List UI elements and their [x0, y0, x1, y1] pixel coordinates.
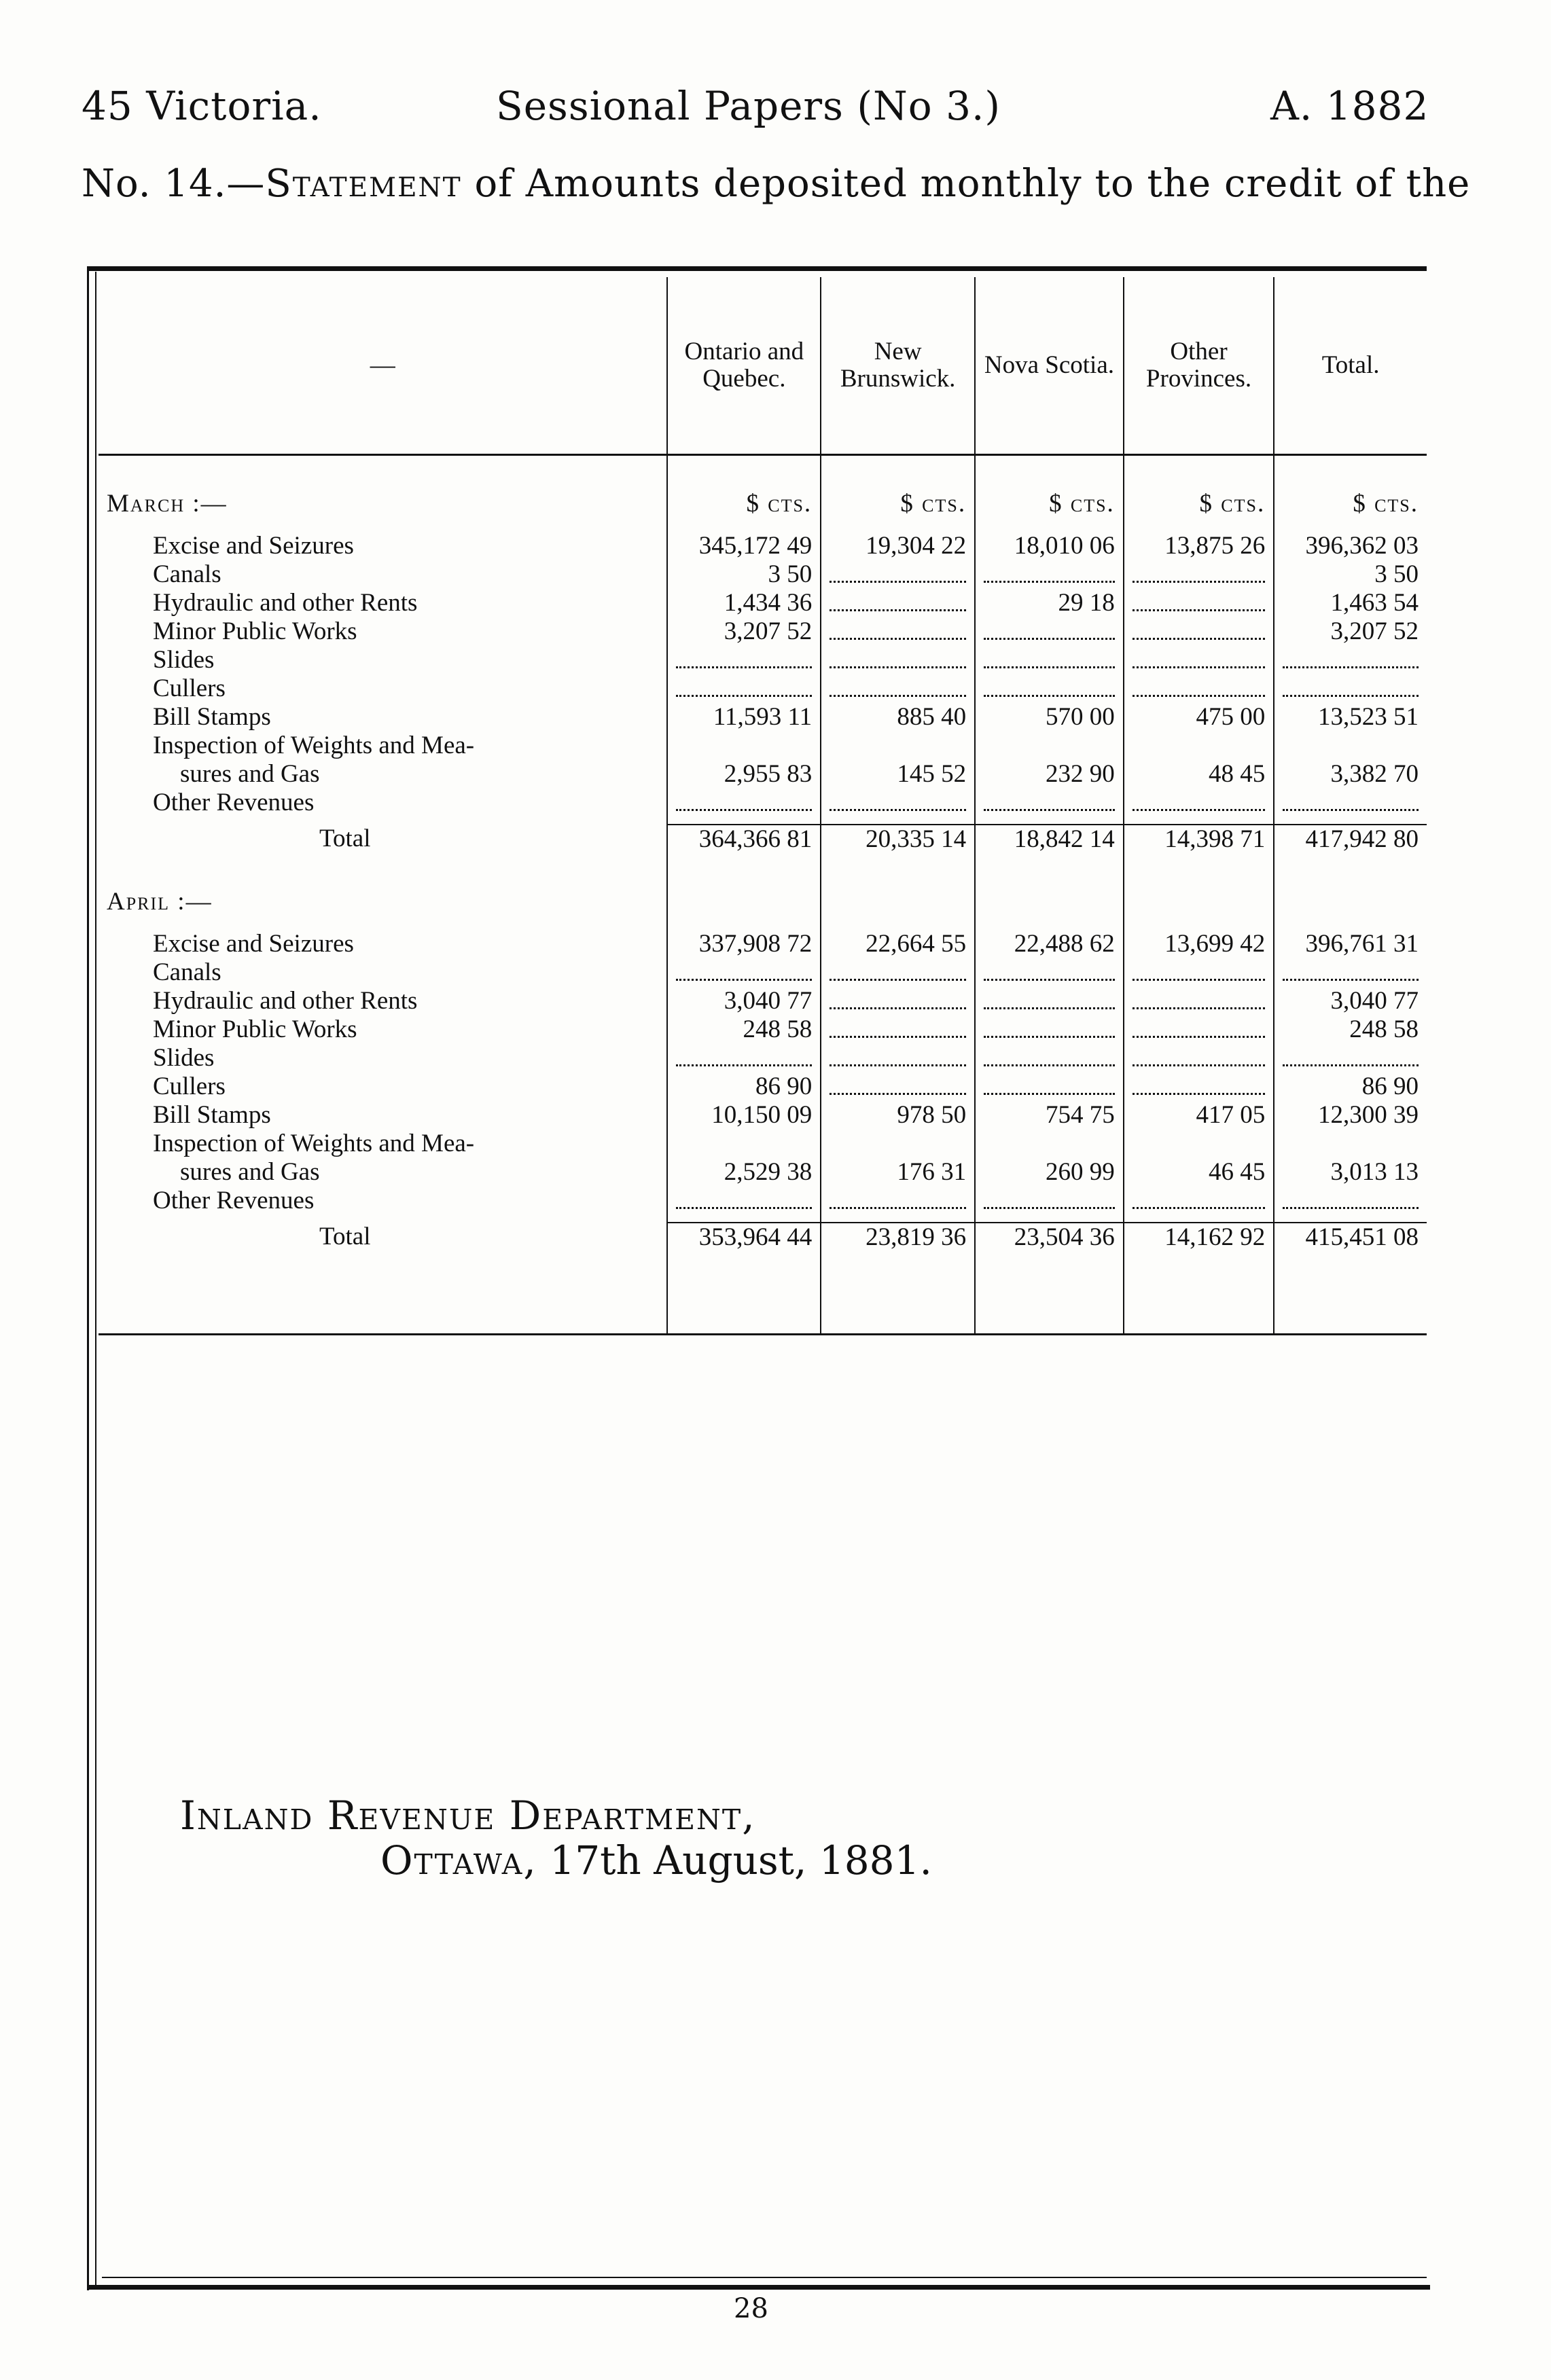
- spacer-cell: [975, 817, 1124, 825]
- month-label: March :—: [107, 490, 228, 518]
- table-row: [99, 674, 1427, 703]
- department-signature: [180, 1793, 932, 1883]
- value-cell: 13,523 51: [1274, 703, 1427, 732]
- month-label: April :—: [107, 888, 213, 916]
- spacer-cell: [975, 916, 1124, 930]
- value-cell: [1124, 674, 1274, 703]
- value-cell: [1124, 1044, 1274, 1072]
- deposit-table: [99, 277, 1427, 1335]
- spacer-cell: [667, 1215, 821, 1223]
- spacer-cell: [99, 916, 667, 930]
- value-cell: [975, 1015, 1124, 1044]
- value-cell: 248 58: [667, 1015, 821, 1044]
- spacer-cell: [99, 455, 667, 490]
- table-row: [99, 1015, 1427, 1044]
- row-label: [99, 789, 667, 817]
- row-label-text: Cullers: [153, 674, 226, 702]
- spacer-row: [99, 817, 1427, 825]
- header-right: A. 1882: [1270, 83, 1429, 129]
- value-cell: [1274, 958, 1427, 987]
- value-cell: [821, 1072, 975, 1101]
- value-cell: [975, 617, 1124, 646]
- value-cell: 3,207 52: [667, 617, 821, 646]
- total-value: 353,964 44: [667, 1223, 821, 1252]
- value-cell: 10,150 09: [667, 1101, 821, 1130]
- value-cell: 18,010 06: [975, 532, 1124, 560]
- value-cell: 978 50: [821, 1101, 975, 1130]
- value-cell: 570 00: [975, 703, 1124, 732]
- spacer-cell: [1274, 817, 1427, 825]
- title-number: No. 14.—: [82, 162, 266, 206]
- spacer-cell: [1124, 455, 1274, 490]
- spacer-cell: [821, 817, 975, 825]
- value-cell: [667, 646, 821, 674]
- value-cell: [975, 1187, 1124, 1215]
- page-number: 28: [734, 2293, 768, 2324]
- value-cell: 754 75: [975, 1101, 1124, 1130]
- value-cell: [1124, 560, 1274, 589]
- row-label-text-cont: sures and Gas: [180, 760, 320, 788]
- value-cell: [667, 1044, 821, 1072]
- value-cell: [821, 589, 975, 617]
- spacer-cell: [1274, 916, 1427, 930]
- end-cell: [821, 1252, 975, 1335]
- spacer-cell: [821, 1215, 975, 1223]
- table-row: [99, 703, 1427, 732]
- value-cell: [821, 560, 975, 589]
- value-cell: [975, 987, 1124, 1015]
- value-cell: [1274, 1044, 1427, 1072]
- table-row: [99, 1101, 1427, 1130]
- value-cell: 176 31: [821, 1130, 975, 1187]
- end-rule-row: [99, 1252, 1427, 1335]
- value-cell: [1124, 1187, 1274, 1215]
- header-center: Sessional Papers (No 3.): [496, 83, 1001, 129]
- end-cell: [99, 1252, 667, 1335]
- row-label-text: Hydraulic and other Rents: [153, 987, 418, 1015]
- value-cell: [667, 958, 821, 987]
- spacer-cell: [667, 518, 821, 532]
- row-label-text: Excise and Seizures: [153, 532, 354, 560]
- spacer-cell: [667, 817, 821, 825]
- total-value: 417,942 80: [1274, 825, 1427, 854]
- table-row: [99, 1187, 1427, 1215]
- value-cell: 86 90: [1274, 1072, 1427, 1101]
- value-cell: [1124, 646, 1274, 674]
- value-cell: [975, 1072, 1124, 1101]
- total-value: 23,504 36: [975, 1223, 1124, 1252]
- value-cell: [1124, 1015, 1274, 1044]
- value-cell: 1,463 54: [1274, 589, 1427, 617]
- value-cell: 46 45: [1124, 1130, 1274, 1187]
- value-cell: 48 45: [1124, 732, 1274, 789]
- row-label: [99, 1044, 667, 1072]
- value-cell: [821, 1015, 975, 1044]
- header-other-provinces: Other Provinces.: [1124, 277, 1274, 455]
- footer-department: Inland Revenue Department,: [180, 1792, 756, 1839]
- month-row: [99, 888, 1427, 916]
- total-value: 415,451 08: [1274, 1223, 1427, 1252]
- value-cell: 345,172 49: [667, 532, 821, 560]
- value-cell: 11,593 11: [667, 703, 821, 732]
- value-cell: [667, 1187, 821, 1215]
- table-row: [99, 560, 1427, 589]
- value-cell: 1,434 36: [667, 589, 821, 617]
- value-cell: 337,908 72: [667, 930, 821, 958]
- spacer-cell: [1124, 916, 1274, 930]
- row-label-text: Cullers: [153, 1072, 226, 1100]
- month-row: [99, 490, 1427, 518]
- value-cell: 2,529 38: [667, 1130, 821, 1187]
- row-label: [99, 1015, 667, 1044]
- frame-bottom-rule: [88, 2285, 1430, 2290]
- row-label-text: Canals: [153, 560, 221, 588]
- frame-left-inner-rule: [95, 272, 96, 2288]
- value-cell: [1274, 674, 1427, 703]
- table-row: [99, 646, 1427, 674]
- spacer-cell: [1124, 817, 1274, 825]
- row-label: [99, 1072, 667, 1101]
- value-cell: 29 18: [975, 589, 1124, 617]
- value-cell: 3,040 77: [667, 987, 821, 1015]
- spacer-cell: [821, 518, 975, 532]
- spacer-cell: [975, 455, 1124, 490]
- row-label-text: Hydraulic and other Rents: [153, 589, 418, 617]
- value-cell: [975, 560, 1124, 589]
- spacer-cell: [667, 455, 821, 490]
- value-cell: 475 00: [1124, 703, 1274, 732]
- spacer-cell: [1124, 518, 1274, 532]
- header-total: Total.: [1274, 277, 1427, 455]
- row-label-text: Inspection of Weights and Mea-: [153, 732, 475, 759]
- total-value: 23,819 36: [821, 1223, 975, 1252]
- total-row: [99, 1223, 1427, 1252]
- value-cell: 248 58: [1274, 1015, 1427, 1044]
- spacer-cell: [821, 854, 975, 888]
- value-cell: [821, 1187, 975, 1215]
- spacer-cell: [975, 1215, 1124, 1223]
- table-row: [99, 732, 1427, 789]
- spacer-cell: [975, 518, 1124, 532]
- table-row: [99, 617, 1427, 646]
- row-label-text: Excise and Seizures: [153, 930, 354, 958]
- value-cell: 417 05: [1124, 1101, 1274, 1130]
- spacer-row: [99, 916, 1427, 930]
- spacer-cell: [99, 1215, 667, 1223]
- table-row: [99, 532, 1427, 560]
- row-label: [99, 703, 667, 732]
- total-value: 364,366 81: [667, 825, 821, 854]
- value-cell: 3,207 52: [1274, 617, 1427, 646]
- spacer-cell: [1124, 854, 1274, 888]
- value-cell: 396,761 31: [1274, 930, 1427, 958]
- value-cell: 22,664 55: [821, 930, 975, 958]
- value-cell: [1274, 646, 1427, 674]
- unit-label: $ cts.: [1274, 490, 1427, 518]
- row-label-text: Bill Stamps: [153, 1101, 271, 1129]
- table-row: [99, 789, 1427, 817]
- value-cell: [1124, 617, 1274, 646]
- value-cell: 3,013 13: [1274, 1130, 1427, 1187]
- value-cell: [667, 674, 821, 703]
- end-cell: [1124, 1252, 1274, 1335]
- table-body: [99, 455, 1427, 1335]
- frame-bottom-inner-rule: [102, 2277, 1427, 2278]
- footer-place-date: [180, 1838, 932, 1883]
- row-label-text: Other Revenues: [153, 789, 315, 816]
- header-blank: —: [99, 277, 667, 455]
- value-cell: 22,488 62: [975, 930, 1124, 958]
- unit-label: [1124, 888, 1274, 916]
- spacer-cell: [99, 854, 667, 888]
- unit-label: [667, 888, 821, 916]
- value-cell: 3 50: [667, 560, 821, 589]
- value-cell: [821, 987, 975, 1015]
- value-cell: [821, 646, 975, 674]
- value-cell: [975, 789, 1124, 817]
- unit-label: [1274, 888, 1427, 916]
- value-cell: 396,362 03: [1274, 532, 1427, 560]
- total-value: 14,162 92: [1124, 1223, 1274, 1252]
- table-header-row: [99, 277, 1427, 455]
- statement-title: [82, 162, 1470, 206]
- value-cell: 3,040 77: [1274, 987, 1427, 1015]
- value-cell: [1124, 987, 1274, 1015]
- value-cell: [1124, 1072, 1274, 1101]
- frame-left-rule: [87, 266, 89, 2290]
- value-cell: 3 50: [1274, 560, 1427, 589]
- row-label: [99, 930, 667, 958]
- unit-label: $ cts.: [975, 490, 1124, 518]
- row-label: [99, 617, 667, 646]
- row-label: [99, 1130, 667, 1187]
- spacer-cell: [1274, 518, 1427, 532]
- title-lead: Statement: [265, 162, 462, 206]
- total-label: Total: [319, 825, 371, 852]
- value-cell: [1124, 789, 1274, 817]
- spacer-cell: [99, 817, 667, 825]
- row-label-text: Canals: [153, 958, 221, 986]
- end-cell: [975, 1252, 1124, 1335]
- row-label-text: Other Revenues: [153, 1187, 315, 1214]
- header-new-brunswick: New Brunswick.: [821, 277, 975, 455]
- total-label: Total: [319, 1223, 371, 1250]
- row-label: [99, 560, 667, 589]
- row-label-text: Slides: [153, 1044, 215, 1072]
- value-cell: [821, 1044, 975, 1072]
- total-value: 14,398 71: [1124, 825, 1274, 854]
- value-cell: 885 40: [821, 703, 975, 732]
- unit-label: $ cts.: [821, 490, 975, 518]
- row-label-text: Inspection of Weights and Mea-: [153, 1130, 475, 1157]
- row-label: [99, 732, 667, 789]
- row-label-text: Minor Public Works: [153, 617, 357, 645]
- value-cell: [1124, 958, 1274, 987]
- spacer-cell: [667, 854, 821, 888]
- value-cell: [975, 674, 1124, 703]
- header-ontario-quebec: Ontario and Quebec.: [667, 277, 821, 455]
- unit-label: $ cts.: [667, 490, 821, 518]
- frame-top-rule: [88, 266, 1427, 271]
- row-label: [99, 958, 667, 987]
- value-cell: 3,382 70: [1274, 732, 1427, 789]
- table-row: [99, 930, 1427, 958]
- row-label-text-cont: sures and Gas: [180, 1158, 320, 1186]
- spacer-cell: [1124, 1215, 1274, 1223]
- total-value: 20,335 14: [821, 825, 975, 854]
- unit-label: $ cts.: [1124, 490, 1274, 518]
- header-left: 45 Victoria.: [82, 83, 322, 129]
- value-cell: 232 90: [975, 732, 1124, 789]
- spacer-cell: [1274, 854, 1427, 888]
- unit-label: [975, 888, 1124, 916]
- row-label: [99, 532, 667, 560]
- row-label: [99, 987, 667, 1015]
- total-row: [99, 825, 1427, 854]
- value-cell: [975, 1044, 1124, 1072]
- title-rest: of Amounts deposited monthly to the credit of the: [461, 162, 1471, 206]
- spacer-cell: [667, 916, 821, 930]
- value-cell: [821, 617, 975, 646]
- value-cell: [1124, 589, 1274, 617]
- value-cell: 2,955 83: [667, 732, 821, 789]
- value-cell: 13,875 26: [1124, 532, 1274, 560]
- spacer-cell: [975, 854, 1124, 888]
- value-cell: [975, 958, 1124, 987]
- table-row: [99, 987, 1427, 1015]
- header-nova-scotia: Nova Scotia.: [975, 277, 1124, 455]
- row-label: [99, 646, 667, 674]
- row-label-text: Bill Stamps: [153, 703, 271, 731]
- spacer-cell: [99, 518, 667, 532]
- spacer-cell: [821, 916, 975, 930]
- total-value: 18,842 14: [975, 825, 1124, 854]
- value-cell: 19,304 22: [821, 532, 975, 560]
- value-cell: [1274, 789, 1427, 817]
- spacer-row: [99, 518, 1427, 532]
- value-cell: [821, 789, 975, 817]
- row-label-text: Minor Public Works: [153, 1015, 357, 1043]
- spacer-row: [99, 1215, 1427, 1223]
- table-row: [99, 1044, 1427, 1072]
- end-cell: [667, 1252, 821, 1335]
- row-label: [99, 589, 667, 617]
- table-row: [99, 1130, 1427, 1187]
- footer-date: 17th August, 1881.: [537, 1837, 932, 1883]
- spacer-row: [99, 455, 1427, 490]
- value-cell: [975, 646, 1124, 674]
- row-label-text: Slides: [153, 646, 215, 674]
- end-cell: [1274, 1252, 1427, 1335]
- row-label: [99, 1187, 667, 1215]
- value-cell: 260 99: [975, 1130, 1124, 1187]
- spacer-cell: [821, 455, 975, 490]
- spacer-row: [99, 854, 1427, 888]
- value-cell: [1274, 1187, 1427, 1215]
- row-label: [99, 674, 667, 703]
- table-row: [99, 589, 1427, 617]
- value-cell: [821, 674, 975, 703]
- value-cell: 13,699 42: [1124, 930, 1274, 958]
- table-row: [99, 1072, 1427, 1101]
- row-label: [99, 1101, 667, 1130]
- spacer-cell: [1274, 1215, 1427, 1223]
- value-cell: [667, 789, 821, 817]
- value-cell: [821, 958, 975, 987]
- footer-place: Ottawa,: [380, 1837, 537, 1883]
- spacer-cell: [1274, 455, 1427, 490]
- value-cell: 86 90: [667, 1072, 821, 1101]
- value-cell: 145 52: [821, 732, 975, 789]
- unit-label: [821, 888, 975, 916]
- table-row: [99, 958, 1427, 987]
- value-cell: 12,300 39: [1274, 1101, 1427, 1130]
